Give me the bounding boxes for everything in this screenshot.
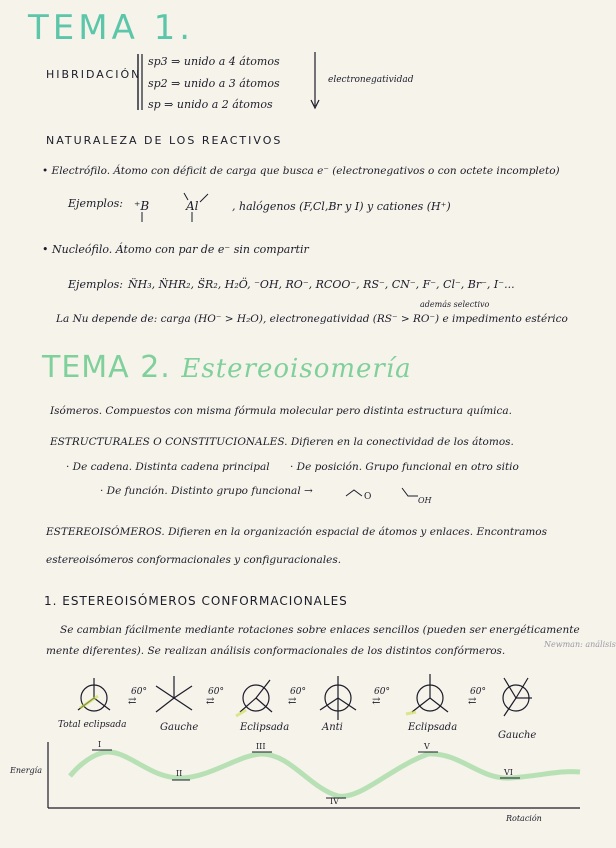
conformer-label-4: Anti [322,722,343,733]
isomeros-definition: Isómeros. Compuestos con misma fórmula molecular pero distinta estructura química. [50,405,512,417]
rotation-5: 60° [470,687,486,697]
newman-1 [78,678,110,711]
newman-2 [156,676,192,712]
svg-text:⁺B: ⁺B [134,199,150,213]
de-cadena: · De cadena. Distinta cadena principal [66,461,270,473]
svg-text:⇄: ⇄ [128,696,137,707]
de-posicion: · De posición. Grupo funcional en otro sitio [290,461,519,473]
energy-diagram [40,738,600,818]
rotation-axis-label: Rotación [506,814,542,823]
tema2-subtitle: Estereoisomería [181,354,412,384]
level-II: II [176,769,183,778]
electrofilo-structures [128,188,238,226]
tema1-title: TEMA 1. [28,8,195,48]
estereoisomeros-definition-1: ESTEREOISÓMEROS. Difieren en la organización espacial de átomos y enlaces. Encontramos [46,526,548,538]
estereoisomeros-definition-2: estereoisómeros conformacionales y configuracionales. [46,554,342,566]
conformer-label-5: Eclipsada [408,722,458,733]
de-funcion: · De función. Distinto grupo funcional → [100,485,313,497]
svg-text:O: O [364,492,372,502]
estructurales-heading: ESTRUCTURALES O CONSTITUCIONALES. Difieren en la conectividad de los átomos. [50,436,514,448]
newman-3 [236,680,272,716]
electroneg-arrow [310,48,324,112]
energy-axis-label: Energía [10,766,42,775]
conformer-label-6: Gauche [498,730,537,741]
function-oh-label: OH [418,496,432,505]
svg-text:Al: Al [186,199,199,213]
nu-note: además selectivo [420,300,490,309]
hib-row-sp3: sp3 ⇒ unido a 4 átomos [148,55,280,68]
newman-6 [503,678,532,716]
level-VI: VI [504,768,513,777]
conformer-label-3: Eclipsada [240,722,290,733]
naturaleza-heading: NATURALEZA DE LOS REACTIVOS [46,134,283,147]
level-I: I [98,740,102,749]
nucleofilo-examples: N̈H₃, N̈HR₂, S̈R₂, H₂Ö, ⁻OH, RO⁻, RCOO⁻, RS⁻, CN⁻, F⁻, Cl⁻, Br⁻, I⁻... [128,278,515,291]
conformacionales-text-2: mente diferentes). Se realizan análisis conformacionales de los distintos confórmeros. [46,645,506,657]
conformacionales-text-1: Se cambian fácilmente mediante rotaciones sobre enlaces sencillos (pueden ser energéticamente [60,624,580,636]
svg-text:⇄: ⇄ [372,696,381,707]
hib-row-sp: sp ⇒ unido a 2 átomos [148,98,273,111]
electrofilo-examples-label: Ejemplos: [68,197,123,210]
electrofilo-examples: , halógenos (F,Cl,Br y I) y cationes (H⁺) [232,200,451,213]
hib-row-sp2: sp2 ⇒ unido a 3 átomos [148,77,280,90]
rotation-2: 60° [208,687,224,697]
nu-depende: La Nu depende de: carga (HO⁻ > H₂O), electronegatividad (RS⁻ > RO⁻) e impedimento estérico [56,313,568,325]
nucleofilo-examples-label: Ejemplos: [68,278,123,291]
hibridacion-label: HIBRIDACIÓN [46,68,142,81]
rotation-3: 60° [290,687,306,697]
electroneg-label: electronegatividad [328,75,414,85]
svg-text:⇄: ⇄ [288,696,297,707]
tema2-title [42,350,412,385]
electrofilo-definition: • Electrófilo. Átomo con déficit de carga que busca e⁻ (electronegativos o con octete incompleto) [42,165,560,177]
conformacionales-heading: 1. ESTEREOISÓMEROS CONFORMACIONALES [44,594,348,608]
tema2-title-number: TEMA 2. [42,350,171,385]
conformer-label-2: Gauche [160,722,199,733]
level-III: III [256,742,266,751]
svg-text:⇄: ⇄ [206,696,215,707]
svg-text:⇄: ⇄ [468,696,477,707]
side-note: Newman: análisis [544,640,616,649]
rotation-1: 60° [131,687,147,697]
rotation-4: 60° [374,687,390,697]
newman-4 [320,676,356,720]
level-V: V [424,742,430,751]
conformer-label-1: Total eclipsada [58,720,127,730]
level-IV: IV [330,797,339,806]
nucleofilo-definition: • Nucleófilo. Átomo con par de e⁻ sin compartir [42,243,309,256]
newman-5 [406,674,448,714]
